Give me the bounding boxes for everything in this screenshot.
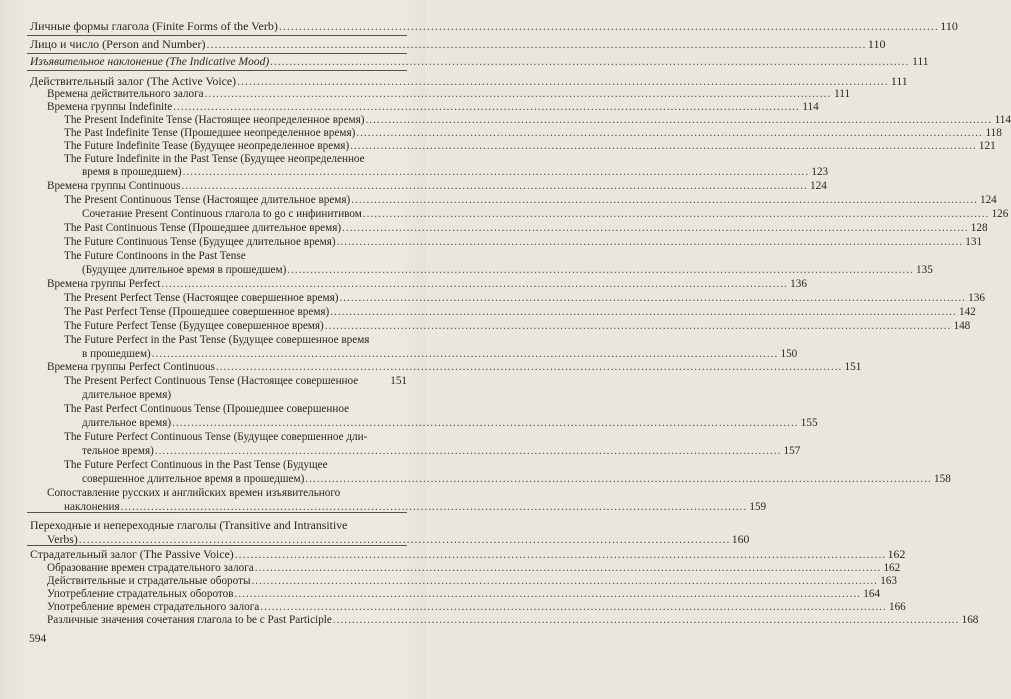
toc-page-number: 164 [863,588,881,600]
toc-entry-title: The Present Indefinite Tense (Настоящее неопределенное время) [64,114,365,126]
toc-entry-title: The Future Continoons in the Past Tense [64,250,246,262]
leader-dots [206,38,866,50]
leader-dots [350,140,976,152]
toc-entry-title: Лицо и число (Person and Number) [30,37,206,51]
toc-entry-title: The Future Perfect Tense (Будущее совершенное время) [64,320,324,332]
leader-dots [235,588,861,600]
leader-dots [279,20,939,32]
toc-page-number: 136 [790,278,807,290]
leader-dots [305,473,931,485]
toc-page-number: 124 [810,180,827,192]
toc-entry-title-cont: (Будущее длительное время в прошедшем) [82,264,287,276]
toc-entry-title: Образование времен страдательного залога [47,562,254,574]
toc-entry-title: Времена группы Continuous [47,180,181,192]
leader-dots [237,75,889,87]
toc-page-number: 111 [834,88,851,100]
toc-page-number: 159 [749,501,767,513]
toc-entry-title: Страдательный залог (The Passive Voice) [30,547,234,561]
toc-entry-title: The Past Perfect Tense (Прошедшее совершенное время) [64,306,330,318]
toc-page-number: 118 [985,127,1002,139]
leader-dots [173,101,799,113]
leader-dots [325,320,951,332]
toc-page-number: 151 [390,375,407,387]
leader-dots [351,194,977,206]
toc-entry-title: Личные формы глагола (Finite Forms of the Verb) [30,19,278,33]
toc-page-number: 111 [890,74,908,88]
toc-entry-title: The Future Perfect Continuous Tense (Будущее совершенное дли- [64,431,368,443]
toc-entry-title: Времена действительного залога [47,88,204,100]
toc-page-number: 150 [780,348,798,360]
toc-page-number: 126 [991,208,1009,220]
leader-dots [216,361,842,373]
toc-page-number: 160 [731,532,750,546]
leader-dots [260,601,886,613]
toc-entry-title: The Past Perfect Continuous Tense (Прошедшее совершенное [64,403,350,415]
toc-page-number: 163 [880,575,897,587]
toc-entry-title-cont: время в прошедшем) [82,166,182,178]
leader-dots [161,278,787,290]
leader-dots [366,114,992,126]
divider [27,545,407,546]
toc-entry-title: The Past Continuous Tense (Прошедшее длительное время) [64,222,342,234]
toc-page-number: 142 [958,306,976,318]
toc-entry-title: The Future Perfect Continuous in the Past Tense (Будущее [64,459,328,471]
toc-entry-title: The Future Continuous Tense (Будущее длительное время) [64,236,336,248]
leader-dots [235,548,887,560]
toc-page-number: 151 [844,361,862,373]
divider [27,53,407,54]
toc-page-number: 114 [802,101,819,113]
toc-entry-title: Употребление времен страдательного залога [47,601,260,613]
toc-entry-title: The Future Indefinite Tease (Будущее неопределенное время) [64,140,350,152]
leader-dots [181,180,807,192]
toc-page-number: 110 [940,19,958,33]
leader-dots [255,562,881,574]
leader-dots [79,533,731,545]
toc-entry-title: The Future Perfect in the Past Tense (Будущее совершенное время [64,334,370,346]
toc-entry-title: Различные значения сочетания глагола to be с Past Participle [47,614,332,626]
leader-dots [270,56,909,68]
leader-dots [356,127,982,139]
toc-page-number: 135 [916,264,933,276]
toc-entry-title: The Present Perfect Tense (Настоящее совершенное время) [64,292,339,304]
toc-page-number: 158 [934,473,951,485]
divider [27,70,407,71]
toc-page-number: 123 [811,166,829,178]
leader-dots [183,166,809,178]
leader-dots [330,306,956,318]
toc-page-number: 166 [888,601,906,613]
toc-page-number: 162 [887,547,906,561]
divider [27,35,407,36]
toc-page-number: 128 [970,222,988,234]
leader-dots [342,222,968,234]
leader-dots [287,264,913,276]
leader-dots [337,236,963,248]
toc-entry-title: The Present Continuous Tense (Настоящее длительное время) [64,194,351,206]
toc-page-number: 157 [783,445,801,457]
leader-dots [152,348,778,360]
toc-entry-title: Действительный залог (The Active Voice) [30,74,237,88]
toc-page-number: 121 [978,140,996,152]
toc-entry-title-cont: совершенное длительное время в прошедшем) [82,473,305,485]
leader-dots [363,208,989,220]
toc-page-number: 111 [912,56,929,68]
toc-entry-title: Времена группы Perfect [47,278,161,290]
toc-page-number: 114 [994,114,1011,126]
toc-entry-title-cont: Verbs) [47,532,78,546]
leader-dots [172,417,798,429]
toc-page-number: 136 [968,292,985,304]
toc-page-number: 155 [800,417,818,429]
toc-page-number: 168 [961,614,979,626]
toc-entry-title: Сочетание Present Continuous глагола to go с инфинитивом [82,208,362,220]
toc-entry-title: Действительные и страдательные обороты [47,575,251,587]
toc-entry-title: The Past Indefinite Tense (Прошедшее неопределенное время) [64,127,356,139]
leader-dots [339,292,965,304]
leader-dots [205,88,831,100]
toc-entry-title-cont: тельное время) [82,445,154,457]
toc-entry-title: Изъявительное наклонение (The Indicative Mood) [30,56,270,68]
toc-entry-title: Переходные и непереходные глаголы (Transitive and Intransitive [30,518,348,532]
toc-page-number: 162 [883,562,901,574]
divider [27,512,407,513]
toc-entry-title-cont: наклонения [64,501,120,513]
toc-entry-title-cont: длительное время) [82,417,172,429]
toc-entry-title: The Future Indefinite in the Past Tense (Будущее неопределенное [64,153,365,165]
toc-page-number: 110 [867,37,886,51]
page-number: 594 [29,633,47,645]
toc-entry-title: Времена группы Perfect Continuous [47,361,215,373]
leader-dots [155,445,781,457]
toc-entry-title-cont: длительное время) [82,389,172,401]
toc-entry-title: Употребление страдательных оборотов [47,588,234,600]
toc-entry-title: The Present Perfect Continuous Tense (Настоящее совершенное [64,375,359,387]
leader-dots [251,575,877,587]
toc-entry-title-cont: в прошедшем) [82,348,151,360]
toc-page-number: 131 [965,236,983,248]
toc-entry-title: Сопоставление русских и английских времен изъявительного [47,487,341,499]
toc-page-number: 124 [979,194,997,206]
toc-entry-title: Времена группы Indefinite [47,101,173,113]
toc-page-number: 148 [953,320,971,332]
leader-dots [333,614,959,626]
